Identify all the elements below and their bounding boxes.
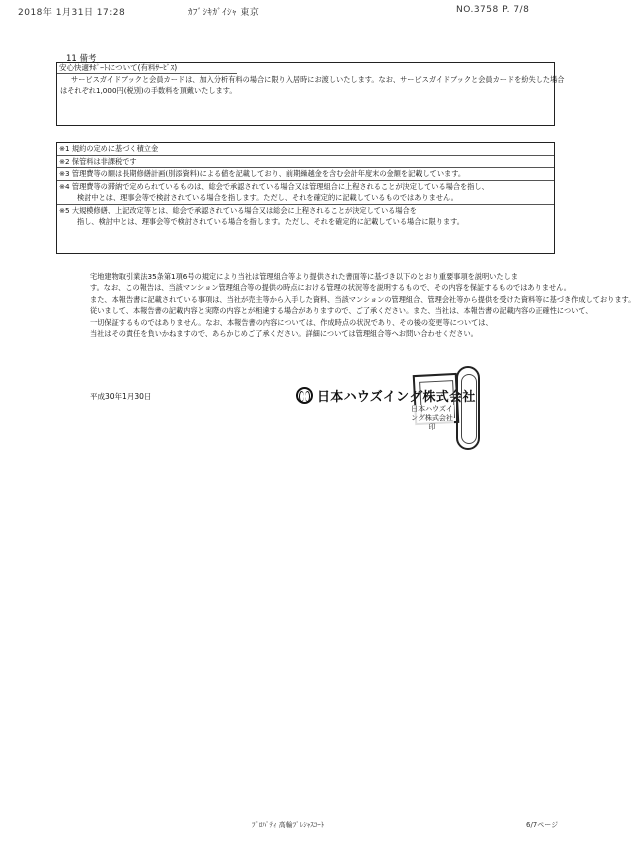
footnote-text: 検討中とは、理事会等で検討されている場合を指します。ただし、それを確定的に記載しているものではありません。 xyxy=(77,193,458,202)
footnote-text: ※5 大規模修繕、上記改定等とは、総会で承認されている場合又は総会に上程されることが決定している場合を xyxy=(59,205,417,215)
seal-text xyxy=(410,405,454,432)
seal-line: 印 xyxy=(428,423,436,431)
footnote-row xyxy=(57,156,554,169)
fax-header xyxy=(18,5,598,19)
footnote-text: ※3 管理費等の額は長期修繕計画(別添資料)による値を記載しており、前期繰越金を含む会計年度末の金額を記載しています。 xyxy=(59,169,466,178)
notes-line: サービスガイドブックと会員カードは、加入分析有料の場合に限り入居時にお渡しいたします。なお、サービスガイドブックと会員カードを紛失した場合 xyxy=(71,75,565,84)
footnote-row xyxy=(57,168,554,181)
company-name: 日本ハウズイング株式会社 xyxy=(317,389,476,405)
fax-sender: ｶﾌﾞｼｷｶﾞｲｼｬ 東京 xyxy=(188,8,260,18)
footnote-row xyxy=(57,143,554,156)
issue-date: 平成30年1月30日 xyxy=(90,392,152,401)
footnote-text: ※1 規約の定めに基づく積立金 xyxy=(59,144,159,153)
footnote-row xyxy=(57,181,554,193)
footnote-row xyxy=(57,205,554,217)
seal-line: 日本ハウズイ xyxy=(411,405,453,413)
paragraph-line: 従いまして、本報告書の記載内容と実際の内容とが相違する場合がありますので、ご了承ください。また、当社は、本報告書の記載内容の正確性について、 xyxy=(90,306,593,316)
disclaimer-paragraph xyxy=(90,271,635,339)
oval-seal-stamp xyxy=(456,366,480,450)
footnote-text: ※4 管理費等の滞納で定められているものは、総会で承認されている場合又は管理組合に上程されることが決定している場合を指し、 xyxy=(59,181,489,191)
footer-property-name: ﾌﾟﾛﾊﾟﾃｨ 高輪ﾌﾟﾚｼｬｽｺｰﾄ xyxy=(252,821,325,829)
seal-line: ング株式会社 xyxy=(411,414,453,422)
footnote-row xyxy=(57,216,554,228)
footnote-row xyxy=(57,192,554,205)
paragraph-line: また、本報告書に記載されている事項は、当社が売主等から入手した資料、当該マンションの管理組合、管理会社等から提供を受けた資料等に基づき作成しております。 xyxy=(90,294,635,304)
section-title: 11 備考 xyxy=(66,54,97,64)
footer-page-number: 6/7ページ xyxy=(526,821,559,829)
footnote-text: 指し、検討中とは、理事会等で検討されている場合を指します。ただし、それを確定的に記載している場合に限ります。 xyxy=(77,217,464,226)
footnote-text: ※2 保管料は非課税です xyxy=(59,156,137,166)
paragraph-line: 当社はその責任を負いかねますので、あらかじめご了承ください。詳細については管理組合等へお問い合わせください。 xyxy=(90,329,478,339)
company-logo-icon xyxy=(296,387,313,404)
fax-page-number: NO.3758 P. 7/8 xyxy=(456,5,530,15)
paragraph-line: 一切保証するものではありません。なお、本報告書の内容については、作成時点の状況であり、その後の変更等については、 xyxy=(90,317,493,327)
paragraph-line: す。なお、この報告は、当該マンション管理組合等の提供の時点における管理の状況等を説明するもので、その内容を保証するものではありません。 xyxy=(90,283,571,293)
footnotes-box xyxy=(56,142,555,254)
paragraph-line: 宅地建物取引業法35条第1項6号の規定により当社は管理組合等より提供された書面等に基づき以下のとおり重要事項を説明いたしま xyxy=(90,272,518,281)
notes-box xyxy=(56,62,565,126)
notes-line: はそれぞれ1,000円(税別)の手数料を頂戴いたします。 xyxy=(60,86,237,95)
fax-datetime: 2018年 1月31日 17:28 xyxy=(18,8,126,18)
notes-heading: 安心快適ｻﾎﾟｰﾄについて(有料ｻｰﾋﾞｽ) xyxy=(57,63,237,74)
